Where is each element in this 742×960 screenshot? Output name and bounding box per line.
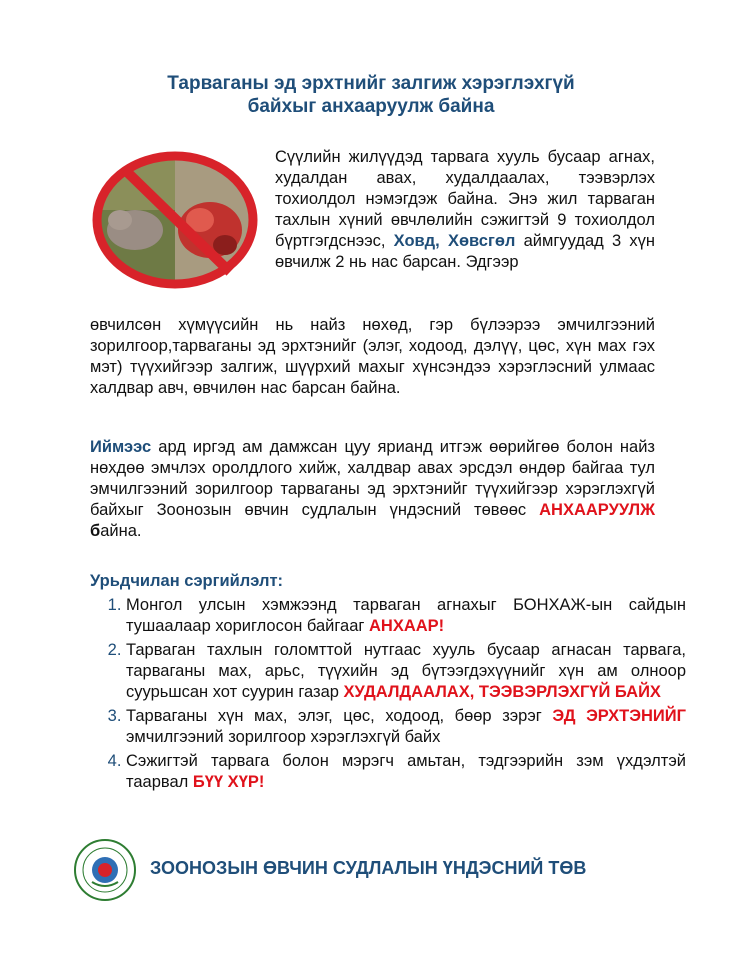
list-item-emphasis: АНХААР!	[369, 617, 445, 635]
warning-text: ард иргэд ам дамжсан цуу ярианд итгэж өөрийгөө болон найз нөхдөө эмчлэх оролдлого хийж, халдвар авах эрсдэл өндөр байгаа тул эмчилгээний зорилгоор тарваганы эд эрхтэнийг түүхийгээр хэрэглэхгүй байхыг Зоонозын өвчин судлалын үндэсний төвөөс	[90, 438, 655, 519]
list-item	[126, 595, 686, 637]
prevention-list	[90, 595, 686, 796]
warning-tail-b: б	[90, 522, 101, 540]
title-line-1: Тарваганы эд эрхтнийг залгиж хэрэглэхгүй	[167, 73, 575, 94]
list-item-emphasis: ЭД ЭРХТЭНИЙГ	[552, 707, 686, 725]
center-logo-icon	[70, 830, 140, 910]
list-item-text: Тарваган тахлын голомттой нутгаас хууль бусаар агнасан тарвага, тарваганы мах, арьс, түүхийн эд бүтээгдэхүүнийг хүн ам олноор суурьшсан хот суурин газар	[126, 641, 686, 701]
list-item	[126, 640, 686, 703]
list-item-emphasis: БҮҮ ХҮР!	[192, 773, 265, 791]
warning-emphasis: АНХААРУУЛЖ	[539, 501, 655, 519]
list-item-emphasis: ХУДАЛДААЛАХ, ТЭЭВЭРЛЭХГҮЙ БАЙХ	[343, 683, 661, 701]
list-item-after: эмчилгээний зорилгоор хэрэглэхгүй байх	[126, 728, 441, 746]
list-item	[126, 751, 686, 793]
intro-text-b: аймгуудад 3 хүн өвчилж 2 нь нас барсан. Эдгээр	[275, 232, 655, 271]
intro-text-a: Сүүлийн жилүүдэд тарвага хууль бусаар агнах, худалдан авах, худалдаалах, тээвэрлэх тохиолдол нэмэгдэж байна. Энэ жил тарваган тахлын хүний өвчлөлийн сэжигтэй 9 тохиолдол бүртгэгдснээс,	[275, 148, 655, 250]
title-line-2: байхыг анхааруулж байна	[247, 96, 495, 117]
intro-provinces-highlight: Ховд, Хөвсгөл	[393, 232, 516, 250]
list-item-text: Сэжигтэй тарвага болон мэрэгч амьтан, тэдгээрийн зэм үхдэлтэй таарвал	[126, 752, 686, 791]
intro-paragraph-wrapped	[275, 147, 655, 273]
page-title	[0, 72, 742, 118]
intro-paragraph-full	[90, 315, 655, 399]
list-item-text: Монгол улсын хэмжээнд тарваган агнахыг БОНХАЖ-ын сайдын тушаалаар хориглосон байгааг	[126, 596, 686, 635]
no-marmot-sign-icon	[90, 150, 260, 290]
list-item	[126, 706, 686, 748]
warning-paragraph	[90, 437, 655, 542]
footer-org-name: ЗООНОЗЫН ӨВЧИН СУДЛАЛЫН ҮНДЭСНИЙ ТӨВ	[150, 858, 587, 878]
prevention-heading: Урьдчилан сэргийлэлт:	[90, 572, 284, 590]
warning-lead: Иймээс	[90, 438, 152, 456]
warning-tail: айна.	[100, 522, 142, 540]
list-item-text: Тарваганы хүн мах, элэг, цөс, ходоод, бөөр зэрэг	[126, 707, 542, 725]
intro-text-c: өвчилсөн хүмүүсийн нь найз нөхөд, гэр бүлээрээ эмчилгээний зорилгоор,тарваганы эд эрхтэнийг (элэг, ходоод, дэлүү, цөс, хүн мах гэх мэт) түүхийгээр залгиж, шүүрхий махыг хүнсэндээ хэрэглэсний улмаас халдвар авч, өвчилөн нас барсан байна.	[90, 316, 655, 397]
